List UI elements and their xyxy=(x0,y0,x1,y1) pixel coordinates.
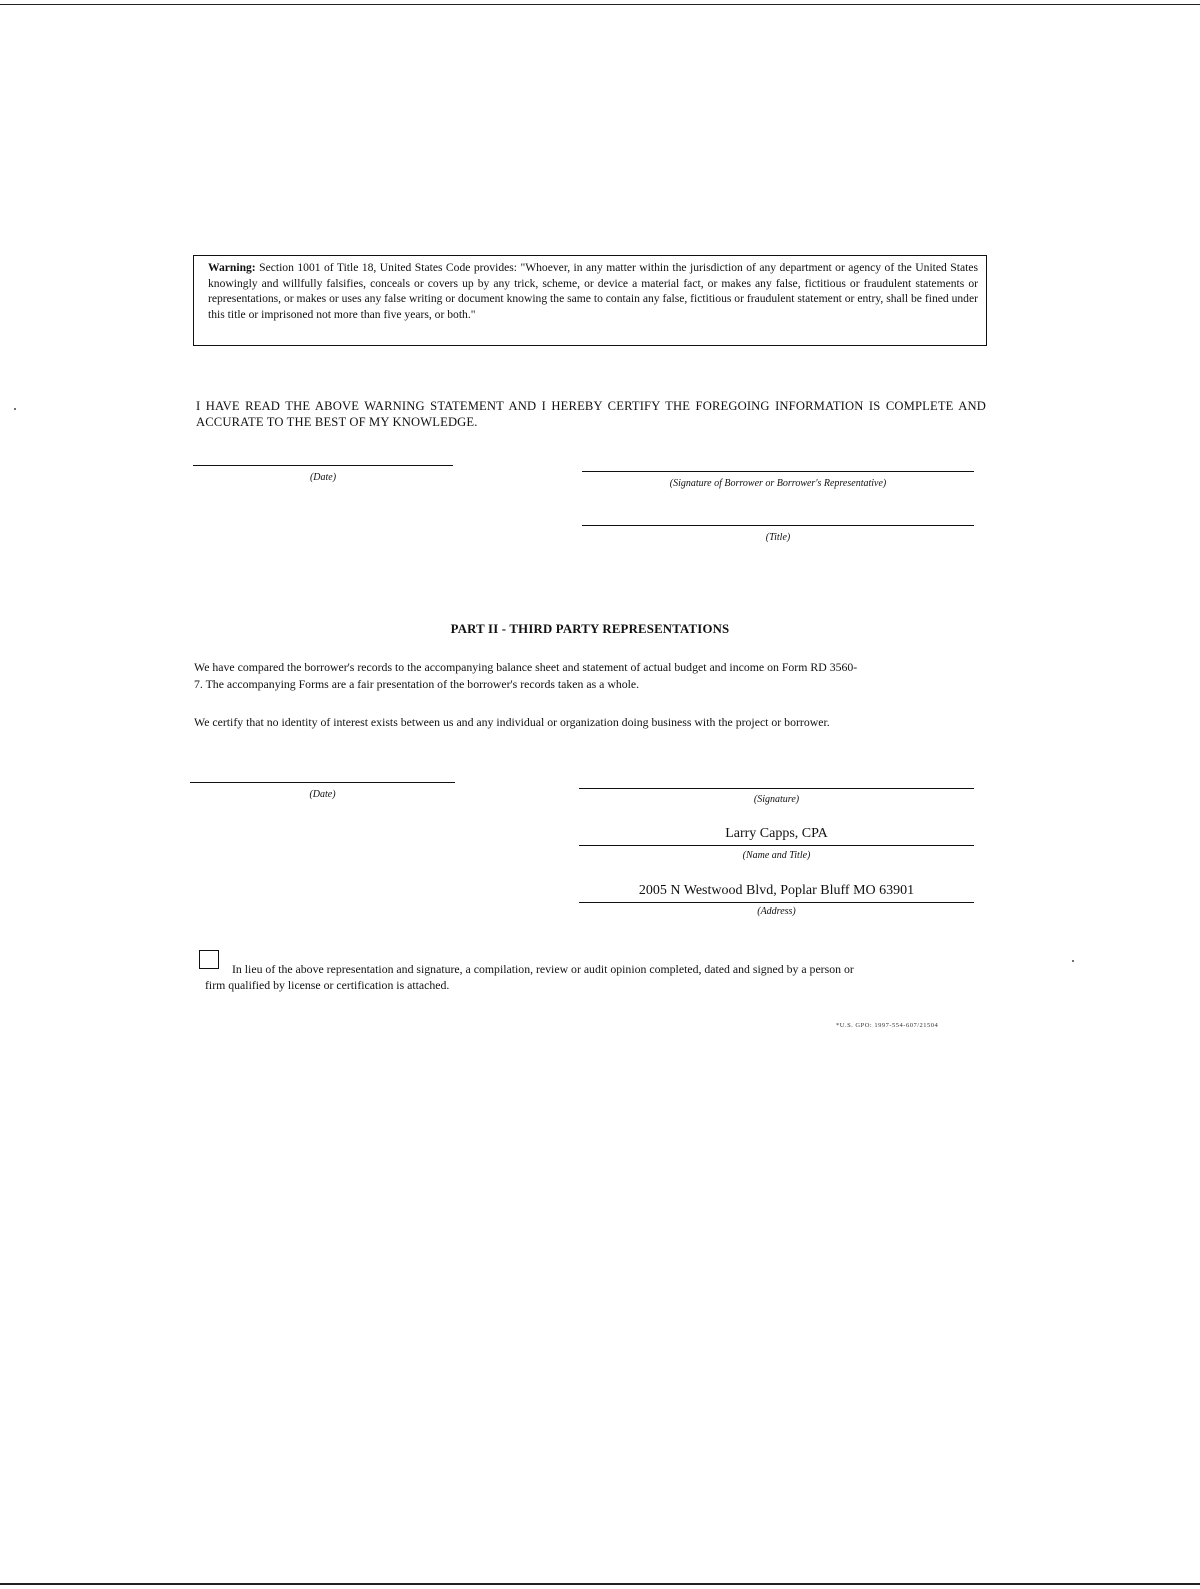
comparison-paragraph-line-1: We have compared the borrower's records to the accompanying balance sheet and statement of actual budget and income on Form RD 3560- xyxy=(194,660,858,674)
scan-speck xyxy=(14,408,16,410)
address-value: 2005 N Westwood Blvd, Poplar Bluff MO 63901 xyxy=(638,883,915,898)
third-party-signature-line[interactable] xyxy=(579,788,974,789)
warning-box xyxy=(193,255,987,346)
part-ii-title: PART II - THIRD PARTY REPRESENTATIONS xyxy=(450,622,730,636)
name-and-title-line[interactable] xyxy=(579,845,974,846)
borrower-title-caption: (Title) xyxy=(765,532,791,543)
third-party-signature-caption: (Signature) xyxy=(753,794,800,805)
in-lieu-text-line-2: firm qualified by license or certification is attached. xyxy=(205,978,450,992)
warning-text: Section 1001 of Title 18, United States Code provides: "Whoever, in any matter within the jurisdiction of any department or agency of the United States knowingly and willfully falsifies, conceals or covers up by any trick, scheme, or device a material fact, or makes any false, fictitious or fraudulent statements or representations, or makes or uses any false writing or document knowing the same to contain any false, fictitious or fraudulent statement or entry, shall be fined under this title or imprisoned not more than five years, or both." xyxy=(208,261,978,321)
name-and-title-caption: (Name and Title) xyxy=(742,850,811,861)
form-footer-code: *U.S. GPO: 1997-554-607/21504 xyxy=(836,1022,939,1029)
borrower-date-caption: (Date) xyxy=(309,472,337,483)
scan-speck xyxy=(1072,960,1074,962)
address-line[interactable] xyxy=(579,902,974,903)
third-party-date-caption: (Date) xyxy=(309,789,336,800)
name-and-title-value: Larry Capps, CPA xyxy=(725,826,828,841)
comparison-paragraph-line-2: 7. The accompanying Forms are a fair presentation of the borrower's records taken as a whole. xyxy=(194,677,640,691)
borrower-signature-caption: (Signature of Borrower or Borrower's Representative) xyxy=(669,478,887,489)
top-edge-rule xyxy=(0,4,1200,5)
address-caption: (Address) xyxy=(757,906,796,917)
borrower-date-line[interactable] xyxy=(193,465,453,466)
third-party-date-line[interactable] xyxy=(190,782,455,783)
borrower-title-line[interactable] xyxy=(582,525,974,526)
in-lieu-checkbox[interactable] xyxy=(199,950,219,969)
identity-of-interest-paragraph: We certify that no identity of interest exists between us and any individual or organization doing business with the project or borrower. xyxy=(194,715,830,729)
borrower-signature-line[interactable] xyxy=(582,471,974,472)
in-lieu-text-line-1: In lieu of the above representation and signature, a compilation, review or audit opinion completed, dated and signed by a person or xyxy=(232,962,854,976)
certification-statement: I HAVE READ THE ABOVE WARNING STATEMENT AND I HEREBY CERTIFY THE FOREGOING INFORMATION IS COMPLETE AND ACCURATE TO THE BEST OF MY KNOWLEDGE. xyxy=(196,399,986,429)
warning-label: Warning: xyxy=(208,261,256,274)
bottom-edge-rule xyxy=(0,1583,1200,1585)
